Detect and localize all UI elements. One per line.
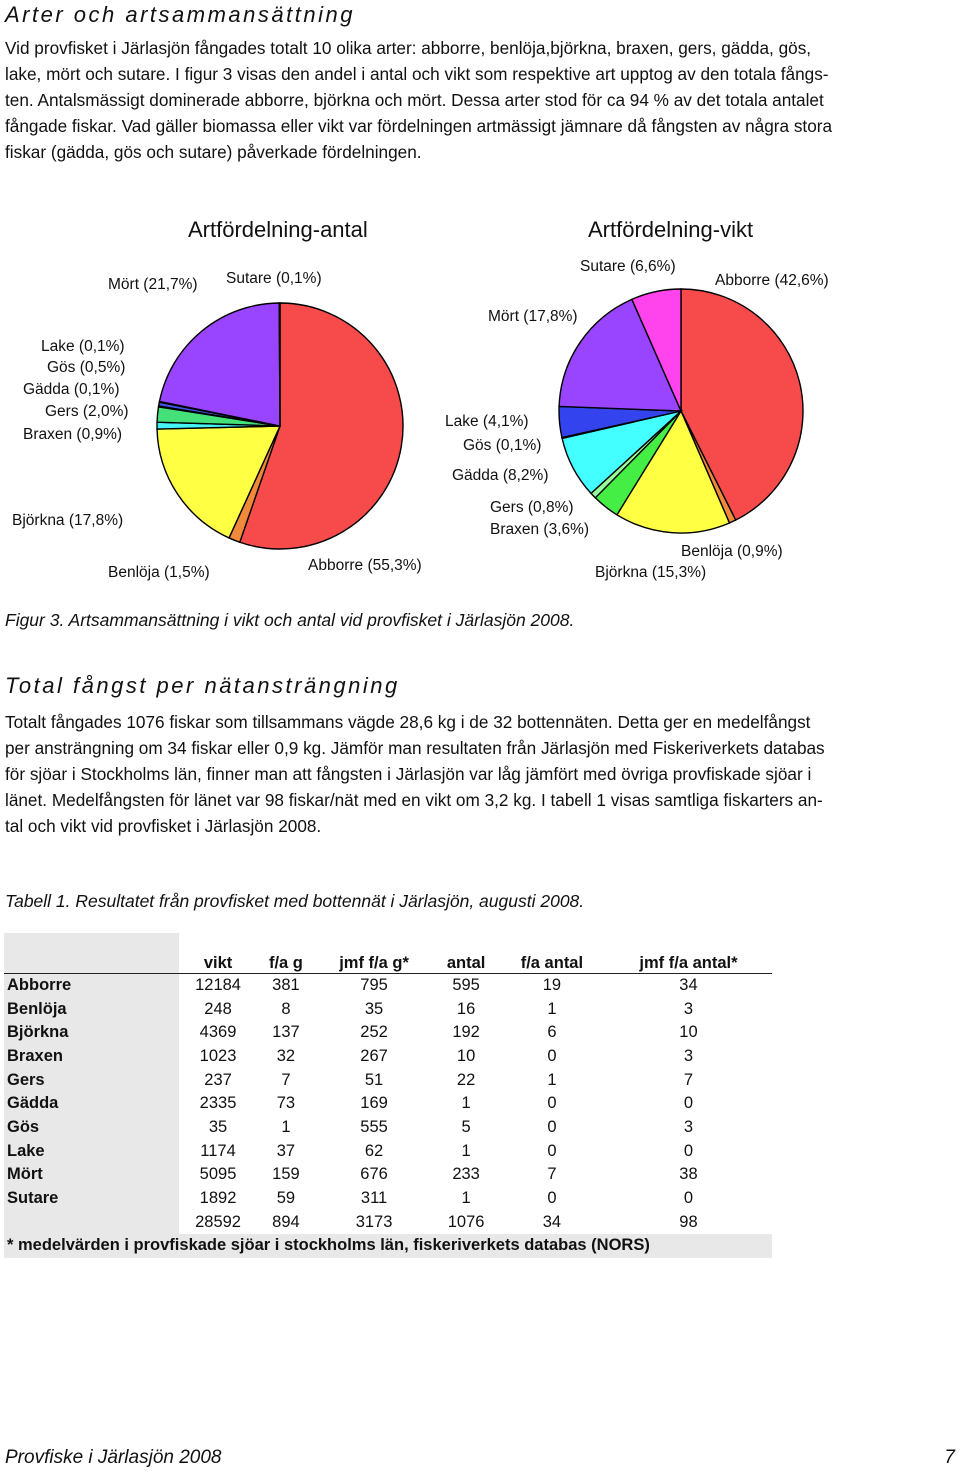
- table-cell: 1: [547, 999, 557, 1018]
- table-row: [4, 1163, 772, 1187]
- table-row-name: Braxen: [4, 1045, 179, 1069]
- page-number: 7: [944, 1447, 955, 1468]
- table-cell: 7: [683, 1070, 694, 1089]
- table-row-name: Benlöja: [4, 997, 179, 1021]
- table-cell: 192: [452, 1023, 480, 1042]
- table-cell: 34: [679, 975, 698, 994]
- table-cell: 73: [276, 1094, 296, 1113]
- section-heading: Arter och artsammansättning: [5, 2, 355, 27]
- table-caption: Tabell 1. Resultatet från provfisket med bottennät i Järlasjön, augusti 2008.: [5, 891, 585, 911]
- table-cell: 32: [276, 1046, 296, 1065]
- table-cell: 381: [272, 975, 300, 994]
- table-cell: 7: [547, 1165, 557, 1184]
- table-cell: 1: [461, 1189, 471, 1208]
- text-line: ten. Antalsmässigt dominerade abborre, björkna och mört. Dessa arter stod för ca 94 % av det totala antalet: [5, 90, 824, 110]
- table-cell: 51: [364, 1070, 384, 1089]
- pie-label-gers: Gers (0,8%): [490, 499, 574, 516]
- pie-label-gos: Gös (0,1%): [463, 437, 542, 454]
- table-cell: 10: [456, 1046, 476, 1065]
- table-total-cell: 34: [542, 1212, 562, 1231]
- table-footnote-row: [4, 1234, 772, 1258]
- pie-label-mort: Mört (21,7%): [108, 276, 198, 293]
- table-cell: 159: [272, 1165, 300, 1184]
- table-cell: 0: [547, 1189, 557, 1208]
- figure-caption: Figur 3. Artsammansättning i vikt och antal vid provfisket i Järlasjön 2008.: [5, 610, 575, 630]
- table-cell: 0: [547, 1046, 557, 1065]
- pie-label-lake: Lake (0,1%): [41, 338, 125, 355]
- chart-title-vikt: Artfördelning-vikt: [588, 217, 754, 242]
- text-line: tal och vikt vid provfisket i Järlasjön 2008.: [5, 816, 322, 836]
- table-cell: 1: [461, 1094, 471, 1113]
- table-cell: 1892: [199, 1189, 237, 1208]
- table-cell: 4369: [199, 1023, 237, 1042]
- table-cell: 1: [547, 1070, 557, 1089]
- table-row-name: Mört: [4, 1163, 179, 1187]
- table-header-cell: vikt: [179, 933, 257, 973]
- pie-vikt: [559, 289, 803, 533]
- text-line: för sjöar i Stockholms län, finner man att fångsten i Järlasjön var låg jämfört med övriga provfiskade sjöar i: [5, 764, 812, 784]
- table-cell: 19: [542, 975, 562, 994]
- text-line: Totalt fångades 1076 fiskar som tillsammans vägde 28,6 kg i de 32 bottennäten. Detta ger en medelfångst: [5, 712, 811, 732]
- table-total-cell: 894: [272, 1212, 300, 1231]
- table-cell: 1: [461, 1141, 471, 1160]
- table-cell: 12184: [195, 975, 241, 994]
- pie-label-gadda: Gädda (8,2%): [452, 467, 549, 484]
- table-cell: 311: [360, 1189, 388, 1208]
- pie-label-braxen: Braxen (0,9%): [23, 426, 123, 443]
- table-total-blank: [4, 1210, 179, 1234]
- table-header-row: [4, 933, 772, 973]
- table-row: [4, 1139, 772, 1163]
- table-cell: 38: [679, 1165, 698, 1184]
- text-line: lake, mört och sutare. I figur 3 visas den andel i antal och vikt som respektive art upptog av den totala fångs-: [5, 64, 829, 84]
- table-row: [4, 1068, 772, 1092]
- pie-slice: [279, 303, 280, 426]
- footer-title: Provfiske i Järlasjön 2008: [5, 1447, 222, 1468]
- section-heading: Total fångst per nätansträngning: [5, 673, 400, 698]
- table-row-name: Sutare: [4, 1187, 179, 1211]
- table-total-cell: 98: [679, 1212, 698, 1231]
- table-total-cell: 3173: [355, 1212, 393, 1231]
- table-cell: 3: [683, 1117, 694, 1136]
- table-cell: 22: [456, 1070, 476, 1089]
- text-line: per ansträngning om 34 fiskar eller 0,9 kg. Jämför man resultaten från Järlasjön med Fiskeriverkets databas: [5, 738, 825, 758]
- table-cell: 0: [547, 1141, 557, 1160]
- pie-label-gadda: Gädda (0,1%): [23, 381, 120, 398]
- pie-label-abborre: Abborre (55,3%): [308, 557, 422, 574]
- table-cell: 5095: [199, 1165, 237, 1184]
- table-row: [4, 1092, 772, 1116]
- pie-label-benloja: Benlöja (0,9%): [681, 543, 783, 560]
- table-cell: 1: [281, 1117, 291, 1136]
- table-row: [4, 997, 772, 1021]
- table-header-cell: jmf f/a antal*: [605, 933, 772, 973]
- table-cell: 676: [360, 1165, 388, 1184]
- table-cell: 0: [683, 1094, 694, 1113]
- table-cell: 0: [683, 1141, 694, 1160]
- pie-label-bjorkna: Björkna (17,8%): [12, 512, 124, 529]
- table-cell: 1023: [199, 1046, 237, 1065]
- table-cell: 3: [683, 1046, 694, 1065]
- table-footnote: * medelvärden i provfiskade sjöar i stockholms län, fiskeriverkets databas (NORS): [4, 1234, 772, 1258]
- table-cell: 6: [547, 1023, 557, 1042]
- table-row-name: Gös: [4, 1116, 179, 1140]
- table-cell: 137: [272, 1023, 300, 1042]
- table-row: [4, 973, 772, 997]
- table-row-name: Björkna: [4, 1021, 179, 1045]
- table-row: [4, 1187, 772, 1211]
- pie-label-mort: Mört (17,8%): [488, 308, 578, 325]
- table-header-cell: f/a g: [257, 933, 315, 973]
- table-header-cell: jmf f/a g*: [315, 933, 434, 973]
- text-line: länet. Medelfångsten för länet var 98 fiskar/nät med en vikt om 3,2 kg. I tabell 1 visas samtliga fiskarters an-: [5, 790, 823, 810]
- table-cell: 233: [452, 1165, 480, 1184]
- pie-label-gos: Gös (0,5%): [47, 359, 126, 376]
- table-cell: 3: [683, 999, 694, 1018]
- table-header-blank: [4, 933, 179, 973]
- table-cell: 595: [452, 975, 480, 994]
- pie-label-sutare: Sutare (6,6%): [580, 258, 676, 275]
- table-cell: 555: [360, 1117, 388, 1136]
- table-cell: 8: [281, 999, 291, 1018]
- table-cell: 62: [364, 1141, 384, 1160]
- table-total-cell: 1076: [447, 1212, 485, 1231]
- pie-antal: [157, 303, 403, 549]
- table-cell: 1174: [200, 1141, 236, 1160]
- table-header-cell: antal: [433, 933, 499, 973]
- table-total-cell: 28592: [195, 1212, 241, 1231]
- table-cell: 0: [547, 1117, 557, 1136]
- table-cell: 795: [360, 975, 388, 994]
- pie-label-gers: Gers (2,0%): [45, 403, 129, 420]
- chart-title-antal: Artfördelning-antal: [188, 217, 368, 242]
- table-cell: 35: [208, 1117, 228, 1136]
- table-row: [4, 1116, 772, 1140]
- table-cell: 169: [360, 1094, 388, 1113]
- table-row-name: Gers: [4, 1068, 179, 1092]
- table-row-name: Abborre: [4, 973, 179, 997]
- table-cell: 267: [360, 1046, 388, 1065]
- table-row: [4, 1045, 772, 1069]
- results-table: [4, 933, 772, 1258]
- table-cell: 16: [456, 999, 476, 1018]
- table-cell: 5: [461, 1117, 471, 1136]
- table-total-row: [4, 1210, 772, 1234]
- pie-label-sutare: Sutare (0,1%): [226, 270, 322, 287]
- pie-label-benloja: Benlöja (1,5%): [108, 564, 210, 581]
- table-cell: 2335: [199, 1094, 237, 1113]
- table-cell: 248: [204, 999, 232, 1018]
- table-row: [4, 1021, 772, 1045]
- paragraph: [5, 709, 950, 839]
- pie-charts: [0, 0, 960, 600]
- pie-label-braxen: Braxen (3,6%): [490, 521, 590, 538]
- table-row-name: Lake: [4, 1139, 179, 1163]
- pie-label-bjorkna: Björkna (15,3%): [595, 564, 707, 581]
- pie-label-lake: Lake (4,1%): [445, 413, 529, 430]
- table-cell: 35: [364, 999, 384, 1018]
- text-line: fiskar (gädda, gös och sutare) påverkade fördelningen.: [5, 142, 422, 162]
- table-cell: 237: [204, 1070, 232, 1089]
- table-cell: 37: [276, 1141, 296, 1160]
- table-cell: 0: [547, 1094, 557, 1113]
- text-line: Vid provfisket i Järlasjön fångades totalt 10 olika arter: abborre, benlöja,björkna, braxen, gers, gädda, gös,: [5, 38, 812, 58]
- table-row-name: Gädda: [4, 1092, 179, 1116]
- pie-label-abborre: Abborre (42,6%): [715, 272, 829, 289]
- table-cell: 59: [276, 1189, 296, 1208]
- results-table-container: [4, 933, 772, 1258]
- table-cell: 0: [683, 1189, 694, 1208]
- table-cell: 10: [679, 1023, 698, 1042]
- table-header-cell: f/a antal: [499, 933, 605, 973]
- text-line: fångade fiskar. Vad gäller biomassa eller vikt var fördelningen artmässigt jämnare då fångsten av några stora: [5, 116, 833, 136]
- table-cell: 252: [360, 1023, 388, 1042]
- table-cell: 7: [281, 1070, 291, 1089]
